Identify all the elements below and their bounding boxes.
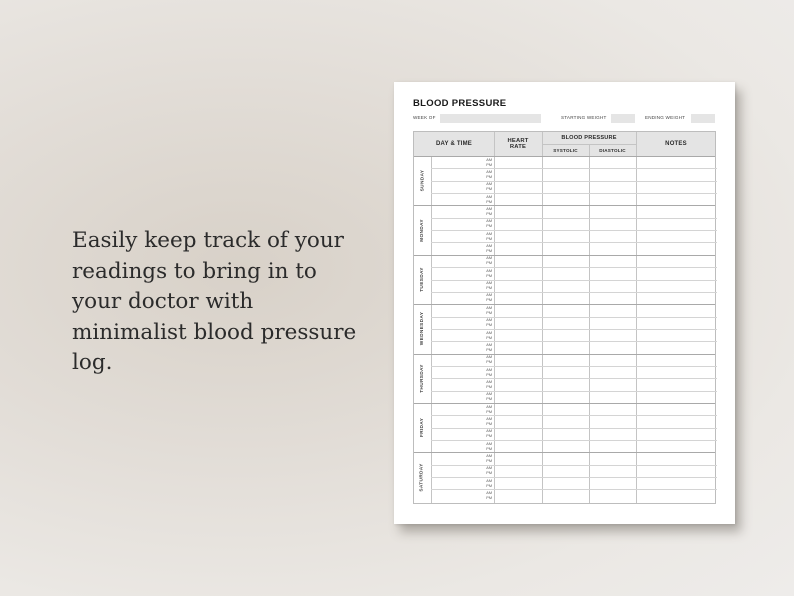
- starting-weight-label: STARTING WEIGHT: [561, 115, 607, 120]
- pm-label: PM: [486, 224, 492, 229]
- pm-label: PM: [486, 273, 492, 278]
- am-pm-marker: [476, 355, 492, 365]
- day-separator: [414, 354, 715, 355]
- pm-label: PM: [486, 323, 492, 328]
- header-day-time: DAY & TIME: [435, 141, 472, 147]
- am-label: AM: [486, 157, 492, 162]
- am-pm-marker: [476, 479, 492, 489]
- pm-label: PM: [486, 199, 492, 204]
- day-label-tuesday: [414, 255, 431, 304]
- row-divider: [431, 489, 717, 490]
- row-divider: [431, 317, 717, 318]
- row-divider: [431, 181, 717, 182]
- am-label: AM: [486, 169, 492, 174]
- day-name: FRIDAY: [420, 418, 425, 438]
- am-label: AM: [486, 466, 492, 471]
- row-divider: [431, 366, 717, 367]
- am-label: AM: [486, 491, 492, 496]
- log-table: [413, 131, 716, 504]
- day-label-sunday: [414, 156, 431, 205]
- column-divider: [589, 144, 590, 503]
- row-divider: [431, 440, 717, 441]
- pm-label: PM: [486, 421, 492, 426]
- pm-label: PM: [486, 434, 492, 439]
- row-divider: [431, 280, 717, 281]
- am-label: AM: [486, 293, 492, 298]
- starting-weight-field[interactable]: [611, 114, 635, 123]
- am-label: AM: [486, 416, 492, 421]
- row-divider: [431, 230, 717, 231]
- ending-weight-field[interactable]: [691, 114, 715, 123]
- pm-label: PM: [486, 446, 492, 451]
- am-pm-marker: [476, 195, 492, 205]
- am-pm-marker: [476, 232, 492, 242]
- pm-label: PM: [486, 347, 492, 352]
- header-notes: NOTES: [665, 141, 687, 147]
- pm-label: PM: [486, 162, 492, 167]
- am-label: AM: [486, 305, 492, 310]
- am-pm-marker: [476, 466, 492, 476]
- day-label-monday: [414, 205, 431, 254]
- am-pm-marker: [476, 318, 492, 328]
- row-divider: [431, 391, 717, 392]
- am-pm-marker: [476, 182, 492, 192]
- am-label: AM: [486, 244, 492, 249]
- pm-label: PM: [486, 471, 492, 476]
- am-pm-marker: [476, 306, 492, 316]
- am-label: AM: [486, 454, 492, 458]
- day-label-saturday: [414, 452, 431, 501]
- row-divider: [431, 378, 717, 379]
- pm-label: PM: [486, 212, 492, 216]
- pm-label: PM: [486, 298, 492, 303]
- am-pm-marker: [476, 293, 492, 303]
- am-pm-marker: [476, 491, 492, 501]
- row-divider: [431, 168, 717, 169]
- am-pm-marker: [476, 442, 492, 452]
- day-name: WEDNESDAY: [420, 312, 426, 346]
- am-pm-marker: [476, 331, 492, 341]
- header-systolic: SYSTOLIC: [553, 147, 578, 153]
- table-header: [414, 132, 715, 156]
- pm-label: PM: [486, 187, 492, 192]
- am-label: AM: [486, 219, 492, 224]
- am-label: AM: [486, 429, 492, 434]
- day-name: SATURDAY: [420, 462, 426, 492]
- am-label: AM: [486, 404, 492, 409]
- am-label: AM: [486, 268, 492, 273]
- day-separator: [414, 403, 715, 404]
- row-divider: [431, 218, 717, 219]
- header-blood-pressure: BLOOD PRESSURE: [561, 135, 617, 141]
- pm-label: PM: [486, 483, 492, 488]
- row-divider: [431, 292, 717, 293]
- am-label: AM: [486, 194, 492, 199]
- pm-label: PM: [486, 174, 492, 179]
- am-label: AM: [486, 379, 492, 384]
- pm-label: PM: [486, 459, 492, 463]
- pm-label: PM: [486, 397, 492, 402]
- am-label: AM: [486, 478, 492, 483]
- day-separator: [414, 156, 715, 157]
- day-label-thursday: [414, 354, 431, 403]
- ending-weight-label: ENDING WEIGHT: [645, 115, 686, 120]
- pm-label: PM: [486, 249, 492, 254]
- pm-label: PM: [486, 409, 492, 414]
- blood-pressure-log-sheet: [394, 82, 735, 524]
- am-pm-marker: [476, 405, 492, 415]
- row-divider: [431, 193, 717, 194]
- row-divider: [431, 477, 717, 478]
- am-pm-marker: [476, 392, 492, 402]
- am-label: AM: [486, 355, 492, 360]
- pm-label: PM: [486, 261, 492, 266]
- week-of-label: WEEK OF: [413, 115, 436, 120]
- am-label: AM: [486, 207, 492, 211]
- week-of-field[interactable]: [440, 114, 541, 123]
- day-label-friday: [414, 403, 431, 452]
- pm-label: PM: [486, 360, 492, 365]
- header-heart-rate: HEART RATE: [507, 137, 529, 150]
- am-pm-marker: [476, 343, 492, 353]
- am-pm-marker: [476, 244, 492, 254]
- am-label: AM: [486, 318, 492, 323]
- am-pm-marker: [476, 269, 492, 279]
- row-divider: [431, 242, 717, 243]
- row-divider: [431, 329, 717, 330]
- row-divider: [431, 341, 717, 342]
- pm-label: PM: [486, 384, 492, 389]
- am-label: AM: [486, 330, 492, 335]
- day-separator: [414, 205, 715, 206]
- pm-label: PM: [486, 286, 492, 291]
- am-pm-marker: [476, 219, 492, 229]
- sheet-title: BLOOD PRESSURE: [413, 98, 507, 109]
- am-label: AM: [486, 281, 492, 286]
- am-label: AM: [486, 441, 492, 446]
- am-pm-marker: [476, 207, 492, 217]
- am-pm-marker: [476, 380, 492, 390]
- day-name: THURSDAY: [420, 363, 426, 393]
- header-diastolic: DIASTOLIC: [599, 147, 626, 153]
- row-divider: [431, 415, 717, 416]
- am-label: AM: [486, 182, 492, 187]
- am-label: AM: [486, 367, 492, 372]
- day-label-wednesday: [414, 304, 431, 353]
- am-pm-marker: [476, 158, 492, 168]
- am-label: AM: [486, 231, 492, 236]
- am-pm-marker: [476, 256, 492, 266]
- am-pm-marker: [476, 368, 492, 378]
- am-pm-marker: [476, 170, 492, 180]
- am-label: AM: [486, 256, 492, 261]
- row-divider: [431, 465, 717, 466]
- am-pm-marker: [476, 281, 492, 291]
- day-separator: [414, 452, 715, 453]
- day-separator: [414, 304, 715, 305]
- day-name: SUNDAY: [420, 169, 425, 192]
- day-name: TUESDAY: [420, 267, 425, 292]
- pm-label: PM: [486, 310, 492, 315]
- pm-label: PM: [486, 335, 492, 340]
- am-label: AM: [486, 342, 492, 347]
- row-divider: [431, 267, 717, 268]
- day-separator: [414, 255, 715, 256]
- am-label: AM: [486, 392, 492, 397]
- pm-label: PM: [486, 236, 492, 241]
- am-pm-marker: [476, 429, 492, 439]
- am-pm-marker: [476, 454, 492, 464]
- day-name: MONDAY: [420, 218, 425, 242]
- tagline: Easily keep track of your readings to bring in to your doctor with minimalist blood pressure log.: [72, 228, 357, 375]
- am-pm-marker: [476, 417, 492, 427]
- pm-label: PM: [486, 496, 492, 501]
- row-divider: [431, 428, 717, 429]
- pm-label: PM: [486, 372, 492, 377]
